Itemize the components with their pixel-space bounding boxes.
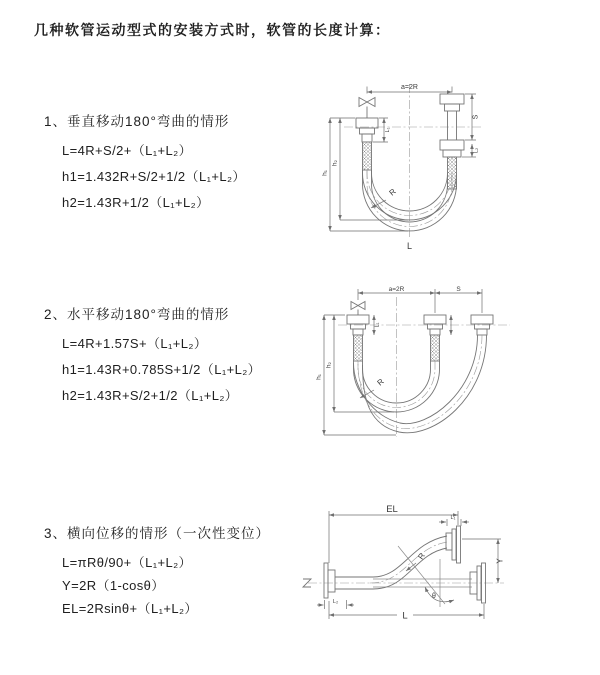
- angle-annotation: [398, 546, 454, 607]
- length-label: L: [402, 610, 408, 622]
- flange-left: [324, 563, 373, 598]
- dimension-stroke: [462, 94, 480, 157]
- h2-label: h₂: [331, 159, 339, 167]
- formula-line: h1=1.432R+S/2+1/2（L₁+L₂）: [62, 169, 246, 184]
- dimension-length: [329, 601, 484, 622]
- fitting-middle: [424, 315, 446, 361]
- dimension-span: [358, 286, 482, 313]
- dimension-fit-left: [373, 118, 391, 142]
- span-label: a=2R: [388, 285, 405, 293]
- section-lateral: [44, 522, 270, 620]
- section-3-heading: 3、横向位移的情形（一次性变位）: [44, 526, 271, 541]
- radius-label: R: [387, 186, 398, 198]
- diagram-lateral: [298, 503, 600, 645]
- fitting-left: [356, 118, 378, 170]
- diagram-horizontal-180: [310, 285, 600, 453]
- formula-line: EL=2Rsinθ+（L₁+L₂）: [62, 601, 198, 616]
- radius-label: R: [375, 376, 386, 388]
- formula-line: h2=1.43R+S/2+1/2（L₁+L₂）: [62, 388, 239, 403]
- dimension-span: [367, 84, 452, 94]
- section-1-heading: 1、垂直移动180°弯曲的情形: [44, 114, 230, 129]
- section-horizontal-180: [44, 303, 261, 409]
- formula-line: h1=1.43R+0.785S+1/2（L₁+L₂）: [62, 362, 262, 377]
- fit-left-label: L₁: [385, 127, 391, 133]
- dimension-fit-left: [317, 599, 354, 609]
- el-label: EL: [386, 504, 398, 515]
- radius-label: R: [416, 551, 427, 562]
- fit-left-label: L₂: [332, 599, 339, 605]
- section-2-heading: 2、水平移动180°弯曲的情形: [44, 307, 230, 322]
- flange-top-right: [446, 526, 461, 563]
- theta-label: θ: [432, 593, 436, 600]
- fit-label: L₁: [374, 322, 381, 328]
- radius-callout: [406, 551, 427, 571]
- length-label: L: [406, 241, 413, 251]
- section-3-formulas: [44, 551, 270, 620]
- formula-line: Y=2R（1-cosθ）: [62, 578, 165, 593]
- formula-line: L=4R+S/2+（L₁+L₂）: [62, 143, 193, 158]
- dimension-y: [462, 539, 505, 583]
- dimension-el: [329, 504, 458, 563]
- section-vertical-180: [44, 110, 246, 216]
- dimension-h1: [322, 118, 409, 231]
- dimension-h2: [326, 315, 395, 412]
- fitting-left: [347, 315, 369, 361]
- diagram-vertical-180: [312, 78, 592, 258]
- formula-line: L=πRθ/90+（L₁+L₂）: [62, 555, 192, 570]
- hose-displaced: [370, 536, 447, 589]
- valve-icon: [351, 302, 365, 316]
- section-1-formulas: [44, 138, 246, 216]
- fit-right-label: L₂: [473, 147, 480, 154]
- fitting-right-upper: [440, 94, 464, 140]
- h1-label: h₁: [321, 170, 329, 176]
- section-2-formulas: [44, 331, 261, 409]
- valve-icon: [359, 98, 375, 119]
- h2-label: h₂: [325, 361, 333, 369]
- dimension-h1: [316, 315, 397, 435]
- stroke-label: S: [472, 114, 480, 120]
- h1-label: h₁: [315, 374, 323, 380]
- page-title: 几种软管运动型式的安装方式时，软管的长度计算：: [34, 22, 391, 38]
- formula-line: L=4R+1.57S+（L₁+L₂）: [62, 336, 208, 351]
- dimension-fit-top: [439, 515, 469, 526]
- fit-top-label: L₁: [450, 515, 456, 521]
- stroke-label: S: [456, 285, 461, 293]
- y-label: Y: [495, 558, 505, 564]
- hose-curves: [354, 335, 487, 433]
- span-label: a=2R: [401, 84, 418, 91]
- formula-line: h2=1.43R+1/2（L₁+L₂）: [62, 195, 210, 210]
